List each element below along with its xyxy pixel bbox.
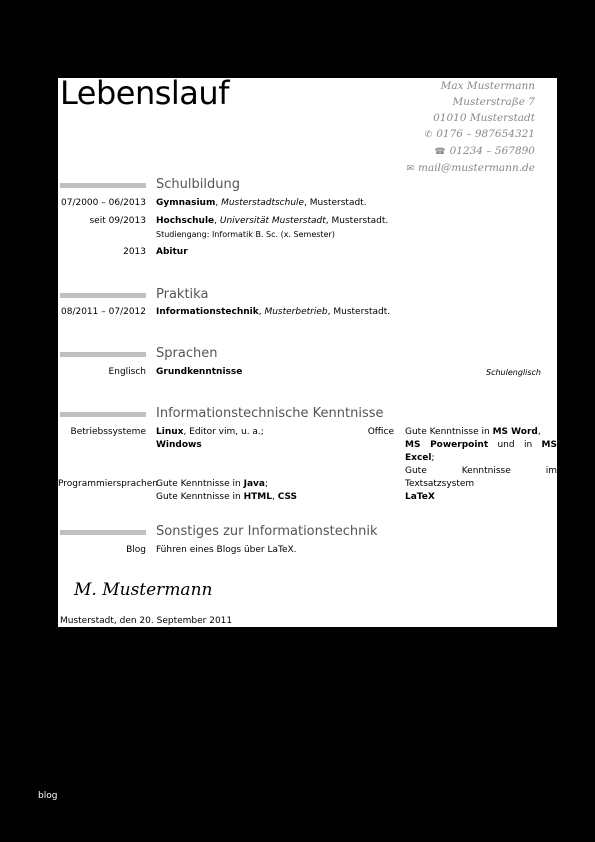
entry-hochschule: Hochschule, Universität Musterstadt, Musterstadt. Studiengang: Informatik B. Sc. (x. Semester): [156, 216, 389, 239]
contact-name: Max Mustermann: [440, 80, 535, 92]
language-label: Englisch: [108, 367, 146, 377]
contact-street: Musterstraße 7: [452, 96, 535, 108]
section-title-sprachen: Sprachen: [156, 346, 218, 361]
section-title-praktika: Praktika: [156, 287, 209, 302]
blog-text: Führen eines Blogs über LaTeX.: [156, 545, 297, 555]
contact-phone: 01234 – 567890: [449, 145, 535, 157]
watermark: blog: [38, 791, 58, 801]
mail-icon: ✉: [406, 164, 414, 174]
os-label: Betriebssysteme: [70, 427, 146, 437]
entry-abitur: Abitur: [156, 247, 188, 257]
mobile-icon: ✆: [424, 130, 433, 140]
signature: M. Mustermann: [74, 580, 213, 600]
section-title-it: Informationstechnische Kenntnisse: [156, 406, 384, 421]
section-title-sonstiges: Sonstiges zur Informationstechnik: [156, 524, 378, 539]
contact-email[interactable]: mail@mustermann.de: [417, 162, 535, 174]
os-text: Linux, Editor vim, u. a.; Windows: [156, 427, 264, 450]
contact-mobile: 0176 – 987654321: [436, 128, 535, 140]
entry-date: 07/2000 – 06/2013: [61, 198, 146, 208]
section-bar: [60, 352, 146, 357]
office-label: Office: [367, 427, 394, 437]
section-bar: [60, 530, 146, 535]
language-note: Schulenglisch: [486, 368, 541, 377]
blog-label: Blog: [126, 545, 146, 555]
section-bar: [60, 183, 146, 188]
prog-text: Gute Kenntnisse in Java; Gute Kenntnisse in HTML, CSS: [156, 479, 298, 502]
entry-date: seit 09/2013: [89, 216, 146, 226]
entry-praktikum: Informationstechnik, Musterbetrieb, Musterstadt.: [156, 307, 391, 317]
section-title-schulbildung: Schulbildung: [156, 177, 240, 192]
section-bar: [60, 293, 146, 298]
contact-city: 01010 Musterstadt: [433, 112, 535, 124]
place-date: Musterstadt, den 20. September 2011: [60, 616, 233, 626]
page-title: Lebenslauf: [60, 74, 229, 112]
section-bar: [60, 412, 146, 417]
contact-block: [406, 78, 535, 177]
prog-label: Programmiersprachen: [58, 479, 158, 489]
office-text: Gute Kenntnisse in MS Word, MS Powerpoint und in MS Excel; Gute Kenntnisse im Textsatzsystem LaTeX: [405, 427, 557, 502]
entry-gymnasium: Gymnasium, Musterstadtschule, Musterstadt.: [156, 198, 367, 208]
entry-date: 2013: [123, 247, 146, 257]
phone-icon: ☎: [434, 147, 446, 157]
cv-page: [58, 74, 557, 627]
entry-date: 08/2011 – 07/2012: [61, 307, 146, 317]
language-level: Grundkenntnisse: [156, 367, 243, 377]
